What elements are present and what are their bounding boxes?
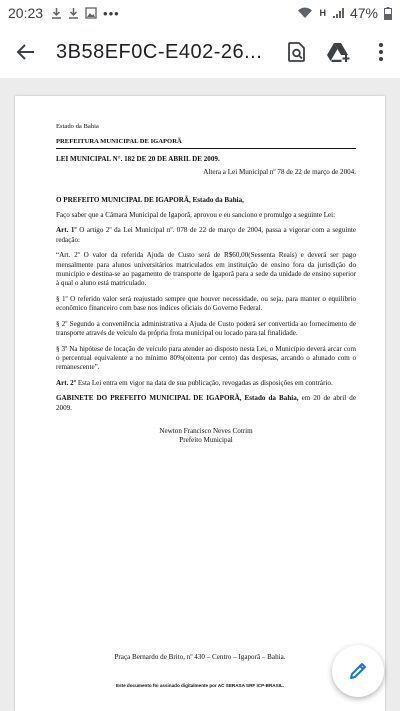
article-2-label: Art. 2º: [56, 378, 77, 387]
arrow-left-icon: [16, 42, 36, 62]
prefeitura-header: PREFEITURA MUNICIPAL DE IGAPORÃ: [56, 137, 356, 148]
document-page: [15, 96, 385, 711]
article-1-text: O artigo 2º da Lei Municipal nº. 078 de 22 de março de 2004, passa a vigorar com a seguinte redação:: [56, 226, 356, 244]
gabinete-date: em 20 de abril de 2009.: [56, 394, 356, 412]
quoted-article-2: “Art. 2º O valor da referida Ajuda de Custo será de R$60,00(Sessenta Reais) e deverá ser pago mensalmente para alunos universitários matriculados em instituição de ensino fora da jurisdição do município e destina-se ao pagamento de transporte de Igaporã para a sede da unidade de ensino superior à qual o aluno está matriculado.: [56, 251, 356, 288]
more-options-button[interactable]: [364, 35, 398, 69]
more-vert-icon: [378, 42, 384, 62]
article-2: [56, 379, 356, 388]
article-1-label: Art. 1º: [56, 226, 77, 235]
state-name: Estado da Bahia: [56, 123, 99, 130]
add-to-drive-icon: [327, 42, 351, 62]
battery-icon: [384, 7, 392, 20]
document-title: 3B58EF0C-E402-26...: [56, 40, 263, 63]
download-icon: [51, 7, 62, 19]
edit-fab-button[interactable]: [332, 645, 384, 697]
paragraph-3: § 3º Na hipótese de locação de veículo para atender ao disposto nesta Lei, o Município deverá arcar com o percentual equivalente a no mínimo 80%(oitenta por cento) das despesas, arcando o alunado com o remanescente”.: [56, 344, 356, 372]
notification-icons: [51, 6, 120, 21]
wifi-icon: [297, 7, 313, 19]
app-toolbar: [0, 26, 400, 78]
add-to-drive-button[interactable]: [322, 35, 356, 69]
paragraph-2: § 2º Segundo a conveniência administrativa a Ajuda de Custo poderá ser convertida ao fornecimento de transporte através de veículo da própria frota municipal ou locado para tal finalidade.: [56, 319, 356, 338]
lens-search-button[interactable]: [280, 35, 314, 69]
law-title: LEI MUNICIPAL N°. 182 DE 20 DE ABRIL DE 2009.: [56, 154, 220, 163]
prefeito-heading: O PREFEITO MUNICIPAL DE IGAPORÃ, Estado da Bahia,: [56, 195, 244, 204]
signer-name: Newton Francisco Neves Cotrim: [159, 426, 253, 435]
lens-search-icon: [287, 41, 307, 63]
download-icon: [68, 7, 79, 19]
law-subtitle: Altera a Lei Municipal nº 78 de 22 de março de 2004.: [203, 168, 356, 177]
paragraph-1: § 1º O referido valor será reajustado sempre que houver necessidade, ou seja, para manter o equilíbrio econômico financeiro com base nos índices oficiais do Governo Federal.: [56, 294, 356, 313]
signal-h-icon: H: [319, 8, 326, 18]
signer-role: Prefeito Municipal: [179, 436, 233, 445]
image-icon: [85, 7, 97, 19]
footer-address: Praça Bernardo de Brito, nº 430 – Centro – Igaporã – Bahia.: [114, 653, 286, 661]
signal-bars-icon: [332, 7, 344, 19]
more-dots-icon: •••: [103, 5, 120, 21]
article-1: [56, 226, 356, 245]
system-icons: [297, 5, 392, 21]
document-body: [56, 122, 356, 446]
intro-paragraph: Faço saber que a Câmara Municipal de Igaporã, aprovou e eu sanciono e promulgo a seguinte Lei:: [56, 211, 336, 220]
back-button[interactable]: [6, 32, 46, 72]
status-bar: [0, 0, 400, 26]
footer-signature-note: Este documento foi assinado digitalmente por AC SERASA SRF ICP-BRASIL.: [115, 683, 285, 688]
article-2-text: Esta Lei entra em vigor na data de sua publicação, revogadas as disposições em contrário.: [76, 378, 333, 387]
battery-level: 47%: [349, 5, 378, 21]
status-time: 20:23: [8, 5, 44, 21]
gabinete-line: [56, 394, 356, 413]
gabinete-bold: GABINETE DO PREFEITO MUNICIPAL DE IGAPORÃ, Estado da Bahia,: [56, 394, 299, 403]
edit-pencil-icon: [348, 661, 368, 681]
